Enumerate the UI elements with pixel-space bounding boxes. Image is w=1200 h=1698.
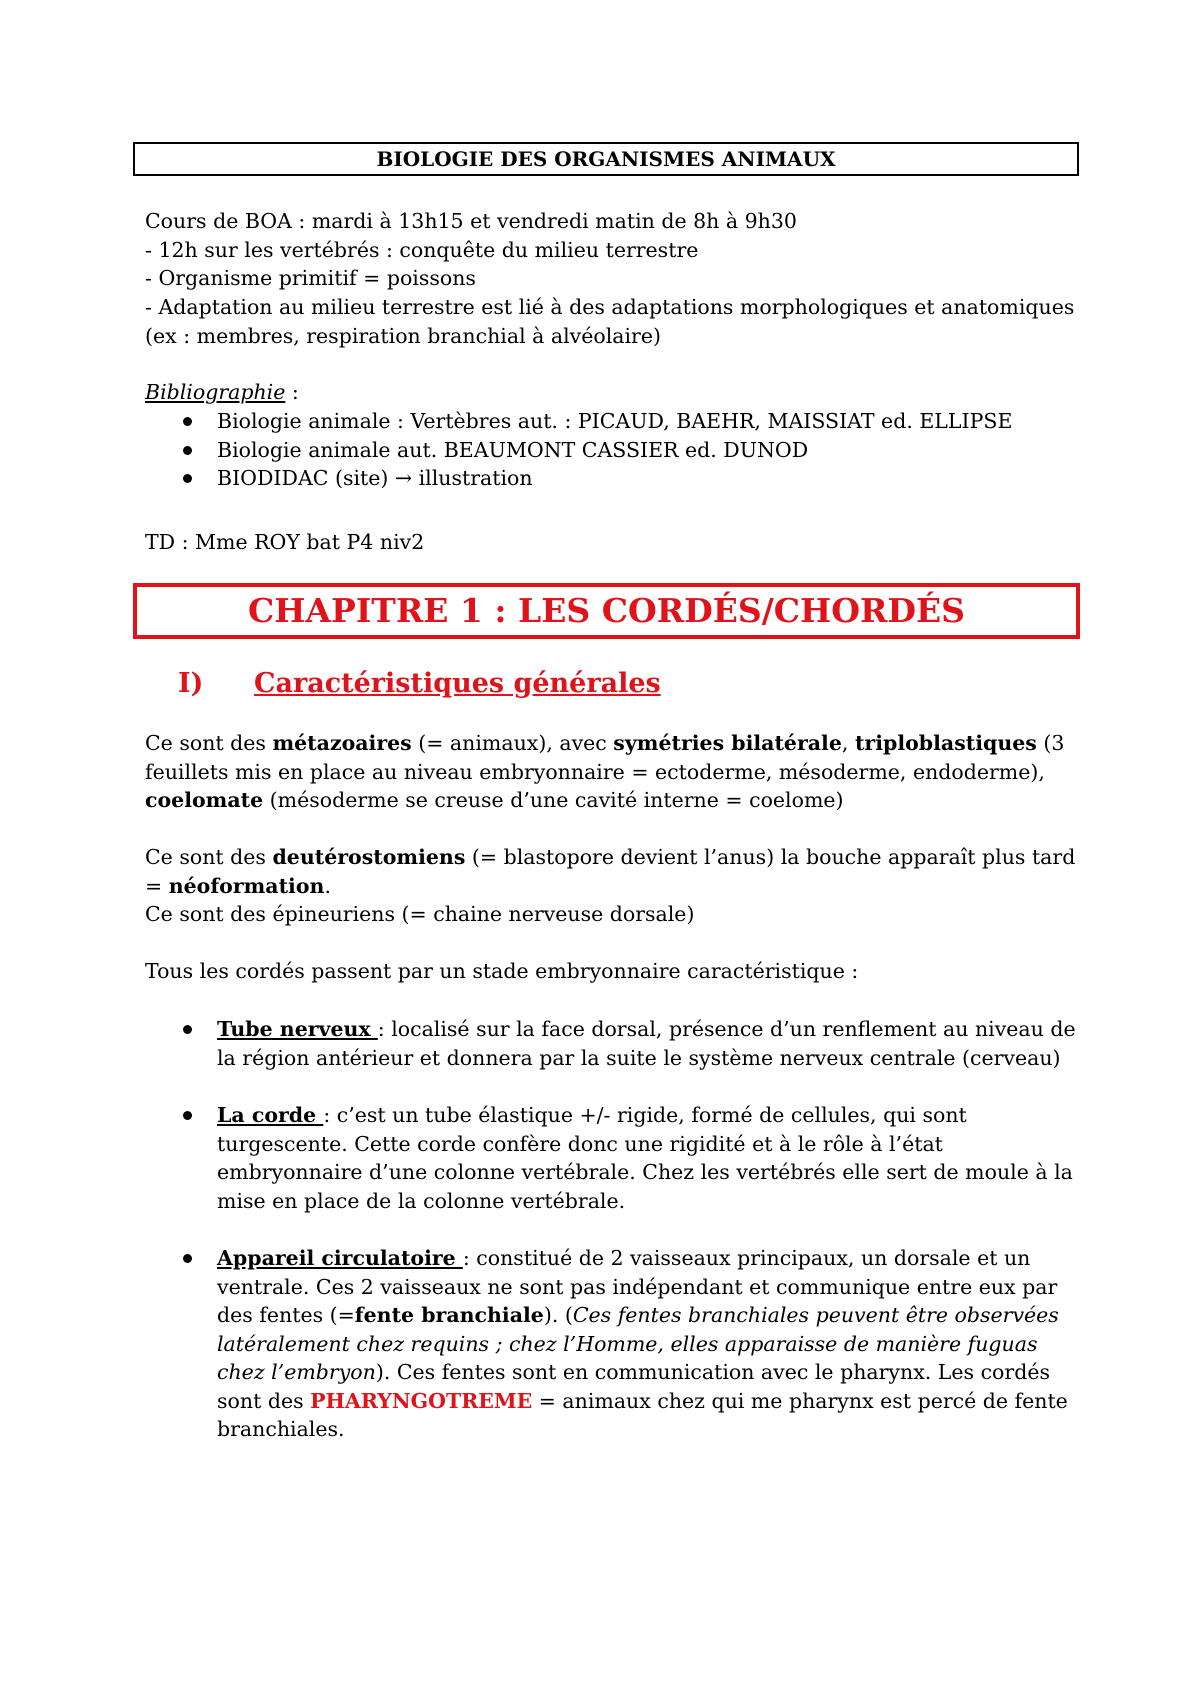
bold-term: coelomate [145,788,264,812]
bullet-icon [183,1025,192,1034]
bibliography-item: Biologie animale : Vertèbres aut. : PICAUD, BAEHR, MAISSIAT ed. ELLIPSE [217,409,1013,433]
bullet-icon [183,474,192,483]
bibliography-item-3-before: BIODIDAC (site) [217,466,395,490]
text-run: (mésoderme se creuse d’une cavité interne = coelome) [263,788,844,812]
italic-note: Ces fentes branchiales peuvent être observées latéralement chez requins ; chez l’Homme, elles apparaisse de manière fuguas chez l’embryon [217,1303,1059,1384]
section-heading [178,664,661,704]
text-run: (= animaux), avec [411,731,614,755]
bold-term: fente branchiale [354,1303,544,1327]
intro-schedule: Cours de BOA : mardi à 13h15 et vendredi matin de 8h à 9h30 [145,209,797,233]
text-run: , [841,731,855,755]
td-info: TD : Mme ROY bat P4 niv2 [145,530,425,554]
feature-text: : constitué de 2 vaisseaux principaux, un dorsale et un ventrale. Ces 2 vaisseaux ne sont pas indépendant et communique entre eux par des fentes (= [217,1246,1058,1327]
list-item [145,436,1080,465]
bibliography-colon: : [285,380,299,404]
bibliography-item: Biologie animale aut. BEAUMONT CASSIER ed. DUNOD [217,437,809,462]
bold-term: symétries bilatérale [613,731,842,755]
feature-text: : localisé sur la face dorsal, présence d’un renflement au niveau de la région antérieur et donnera par la suite le système nerveux centrale (cerveau) [217,1017,1076,1070]
text-run: . [324,873,331,898]
feature-label: La corde [217,1103,324,1127]
list-item [145,464,1080,493]
section-number: I) [178,668,204,699]
list-item [145,1101,1080,1215]
bullet-icon [183,446,192,455]
bibliography-heading [145,378,1080,407]
feature-text: = animaux chez qui me pharynx est percé de fente branchiales. [217,1388,1068,1441]
text-run: (= blastopore devient l’anus) la bouche apparaît plus tard = [145,845,1076,898]
highlight-term: PHARYNGOTREME [310,1388,533,1413]
section-title: Caractéristiques générales [254,668,661,699]
list-item [145,1015,1080,1072]
feature-label: Tube nerveux [217,1017,378,1041]
chapter-title: CHAPITRE 1 : LES CORDÉS/CHORDÉS [133,583,1080,639]
bibliography-list [145,407,1080,493]
paragraph-epineuriens: Ce sont des épineuriens (= chaine nerveuse dorsale) [145,902,695,926]
list-item [145,1244,1080,1444]
text-run: Ce sont des [145,845,273,869]
bold-term: néoformation [168,873,325,898]
feature-text: : c’est un tube élastique +/- rigide, formé de cellules, qui sont turgescente. Cette corde confère donc une rigidité et à le rôle à l’état embryonnaire d’une colonne vertébrale. Chez les vertébrés elle sert de moule à la mise en place de la colonne vertébrale. [217,1103,1073,1213]
intro-line: - Organisme primitif = poissons [145,266,476,290]
bullet-icon [183,1254,192,1263]
bold-term: triploblastiques [854,731,1037,755]
bold-term: métazoaires [272,731,412,755]
feature-text: ). Ces fentes sont en communication avec le pharynx. Les cordés sont des [217,1360,1050,1413]
paragraph-stade-embryonnaire: Tous les cordés passent par un stade embryonnaire caractéristique : [145,959,859,983]
bold-term: deutérostomiens [272,845,466,869]
text-run: Ce sont des [145,731,273,755]
features-list [145,1101,1080,1215]
text-run: (3 feuillets mis en place au niveau embryonnaire = ectoderme, mésoderme, endoderme), [145,731,1065,784]
paragraph-deuterostomiens [145,843,1080,900]
list-item [145,407,1080,436]
feature-text: ). ( [543,1303,573,1327]
bullet-icon [183,417,192,426]
document-title: BIOLOGIE DES ORGANISMES ANIMAUX [133,142,1079,176]
bullet-icon [183,1111,192,1120]
intro-line: - Adaptation au milieu terrestre est lié à des adaptations morphologiques et anatomiques (ex : membres, respiration branchial à alvéolaire) [145,295,1075,348]
paragraph-cordes-definition [145,729,1080,815]
features-list [145,1015,1080,1072]
arrow-right-icon: → [394,466,413,490]
features-list [145,1244,1080,1444]
feature-label: Appareil circulatoire [217,1246,463,1270]
bibliography-label: Bibliographie [145,380,286,404]
intro-line: - 12h sur les vertébrés : conquête du milieu terrestre [145,238,699,262]
bibliography-item-3-after: illustration [412,466,533,490]
